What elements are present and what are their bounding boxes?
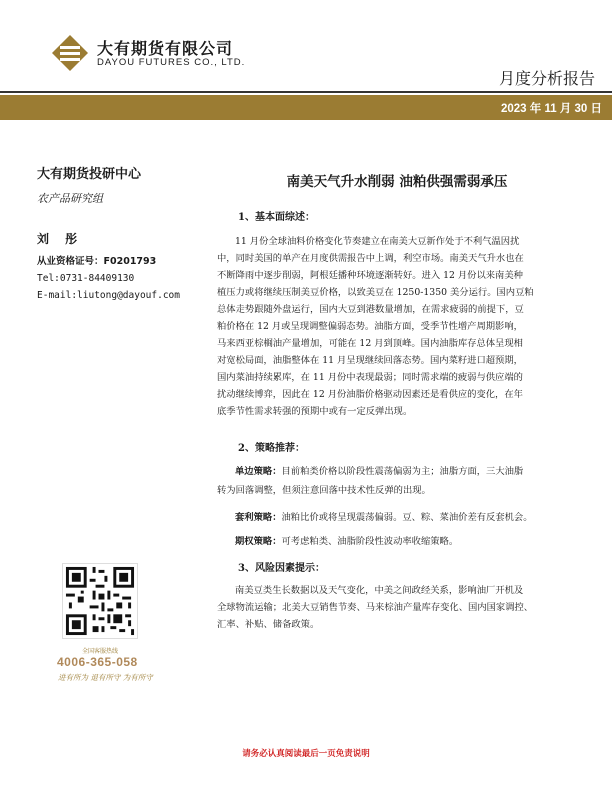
article-title: 南美天气升水削弱 油粕供强需弱承压	[286, 174, 508, 190]
research-group: 农产品研究组	[37, 192, 103, 205]
fundamentals-paragraph	[217, 233, 577, 420]
company-name-en: DAYOU FUTURES CO., LTD.	[97, 57, 246, 68]
qr-code	[62, 563, 138, 639]
paragraph-line: 中，同时美国的单产在月度供需报告中上调，利空市场。南美天气升水也在	[217, 253, 524, 264]
paragraph-line: 11 月份全球油料价格变化节奏建立在南美大豆新作处于不利气温因扰	[235, 236, 520, 247]
header-divider	[0, 91, 612, 93]
paragraph-line: 马来西亚棕榈油产量增加，可能在 12 月到顶峰。国内油脂库存总体呈现相	[217, 338, 523, 349]
section-heading-risk: 3、风险因素提示：	[238, 563, 325, 574]
company-slogan: 进有所为 退有所守 为有所守	[58, 673, 153, 682]
license-number: 从业资格证号：F0201793	[37, 256, 157, 267]
paragraph-line: 南美豆类生长数据以及天气变化，中美之间政经关系，影响油厂开机及	[235, 585, 524, 596]
paragraph-line: 对宽松局面，油脂整体在 11 月呈现继续回落态势。国内菜籽进口超预期，	[217, 355, 523, 366]
qr-code-icon	[63, 564, 137, 638]
paragraph-line: 扰动继续博弈，因此在 12 月份油脂价格驱动因素还是看供应的变化，在年	[217, 389, 523, 400]
company-logo	[50, 33, 260, 77]
paragraph-line: 总体走势跟随外盘运行，国内大豆到港数量增加，在需求疲弱的前提下，豆	[217, 304, 524, 315]
paragraph-line: 植压力或将继续压制美豆价格，以致美豆在 1250-1350 美分运行。国内豆粕	[217, 287, 534, 298]
paragraph-line: 底季节性需求转强的预期中或有一定反弹出现。	[217, 406, 413, 417]
author-panel	[37, 163, 217, 301]
strategy-single-cont: 转为回落调整，但须注意回落中技术性反弹的出现。	[217, 485, 431, 496]
strategy-options-text: 可考虑粕类、油脂阶段性波动率收缩策略。	[281, 536, 459, 547]
paragraph-line: 不断降雨中逐步削弱，阿根廷播种环境逐渐转好。进入 12 月份以来南美种	[217, 270, 523, 281]
research-center: 大有期货投研中心	[37, 167, 142, 182]
paragraph-line: 国内菜油持续累库，在 11 月份中表现最弱；同时需求端的疲弱与供应端的	[217, 372, 523, 383]
disclaimer-note[interactable]: 请务必认真阅读最后一页免责说明	[242, 749, 370, 759]
report-date: 2023 年 11 月 30 日	[500, 103, 602, 115]
analyst-name: 刘 彤	[37, 232, 84, 246]
logo-mark-icon	[50, 33, 90, 73]
strategy-single	[217, 463, 577, 480]
article-body	[217, 170, 577, 633]
strategy-arbitrage-text: 油粕比价或将呈现震荡偏弱。豆、粽、菜油价差有反套机会。	[281, 512, 533, 523]
risk-paragraph	[217, 582, 577, 633]
strategy-single-text: 目前粕类价格以阶段性震荡偏弱为主；油脂方面，三大油脂	[281, 466, 524, 477]
strategy-arbitrage-label: 套利策略：	[235, 512, 282, 523]
strategy-arbitrage	[217, 509, 577, 526]
email[interactable]: E-mail:liutong@dayouf.com	[37, 290, 180, 301]
section-heading-strategy: 2、策略推荐：	[238, 443, 305, 454]
strategy-options	[217, 533, 577, 550]
hotline-number: 4006-365-058	[57, 655, 138, 669]
paragraph-line: 粕价格在 12 月或呈现调整偏弱态势。油脂方面，受季节性增产周期影响，	[217, 321, 523, 332]
hotline-label: 全国客服热线	[81, 648, 118, 655]
company-name-cn: 大有期货有限公司	[97, 39, 234, 58]
section-heading-fundamentals: 1、基本面综述：	[238, 212, 315, 223]
telephone: Tel:0731-84409130	[37, 273, 135, 284]
paragraph-line: 汇率、补贴、储备政策。	[217, 619, 320, 630]
strategy-options-label: 期权策略：	[235, 536, 282, 547]
paragraph-line: 全球物流运输；北美大豆销售节奏、马来棕油产量库存变化、国内国家调控、	[217, 602, 534, 613]
strategy-single-label: 单边策略：	[235, 466, 282, 477]
report-type: 月度分析报告	[498, 69, 595, 88]
